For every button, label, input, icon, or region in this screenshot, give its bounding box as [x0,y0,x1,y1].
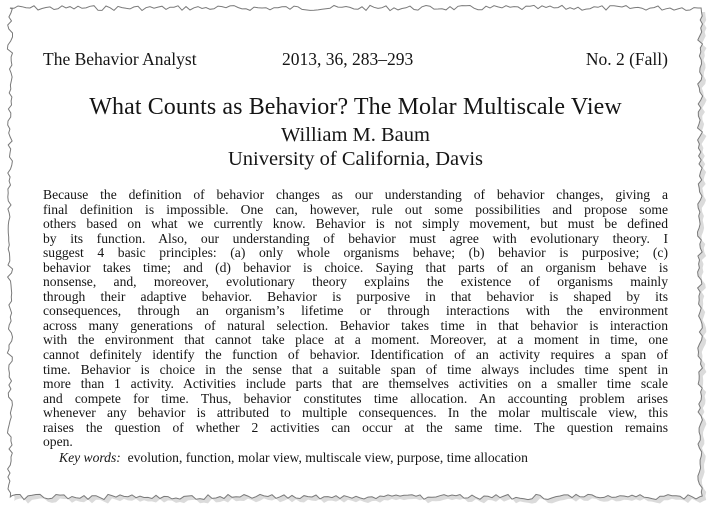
abstract-line: open. [43,435,73,450]
abstract-line: across many generations of natural selection. Behavior takes time in that behavior is interaction [43,318,668,333]
abstract-line: time. Behavior is choice in the sense that a suitable span of time always includes time spent in [43,362,668,377]
abstract-line: cannot definitely identify the function of behavior. Identification of an activity requires a span of [43,348,668,363]
abstract-line: consequences, through an organism’s lifetime or through interactions with the environment [43,304,668,319]
keywords-text: evolution, function, molar view, multiscale view, purpose, time allocation [127,449,528,465]
keywords-label: Key words: [59,449,121,465]
abstract-line: with the environment that cannot take place at a moment. Moreover, at a moment in time, one [43,333,668,348]
abstract [43,188,668,450]
author-name: William M. Baum [281,124,430,146]
abstract-line: final definition is impossible. One can, however, rule out some possibilities and propose some [43,202,668,217]
keywords [59,450,668,465]
abstract-line: behavior takes time; and (d) behavior is choice. Saying that parts of an organism behave is [43,260,668,275]
paper-title: What Counts as Behavior? The Molar Multiscale View [89,94,622,120]
abstract-line: and compete for time. Thus, behavior constitutes time allocation. An accounting problem arises [43,391,668,406]
abstract-line: others based on what we currently know. Behavior is not simply movement, but must be defined [43,217,668,232]
abstract-line: suggest 4 basic principles: (a) only whole organisms behave; (b) behavior is purposive; (c) [43,246,668,261]
journal-name: The Behavior Analyst [43,49,197,69]
citation-info: 2013, 36, 283–293 [282,49,414,69]
running-header [43,46,668,72]
abstract-line: through their adaptive behavior. Behavior is purposive in that behavior is shaped by its [43,289,668,304]
issue-info: No. 2 (Fall) [585,49,668,69]
abstract-line: raises the question of whether 2 activities can occur at the same time. The question remains [43,420,668,435]
abstract-line: nonsense, and, moreover, evolutionary theory explains the existence of organisms mainly [43,275,668,290]
abstract-line: Because the definition of behavior changes as our understanding of behavior changes, giving a [43,188,668,202]
abstract-line: by its function. Also, our understanding of behavior must agree with evolutionary theory. I [43,231,668,246]
abstract-line: whenever any behavior is attributed to multiple consequences. In the molar multiscale view, this [43,406,668,421]
abstract-line: more than 1 activity. Activities include parts that are themselves activities on a smaller time scale [43,377,668,392]
author-affiliation: University of California, Davis [227,148,484,170]
paper-content [43,46,668,465]
